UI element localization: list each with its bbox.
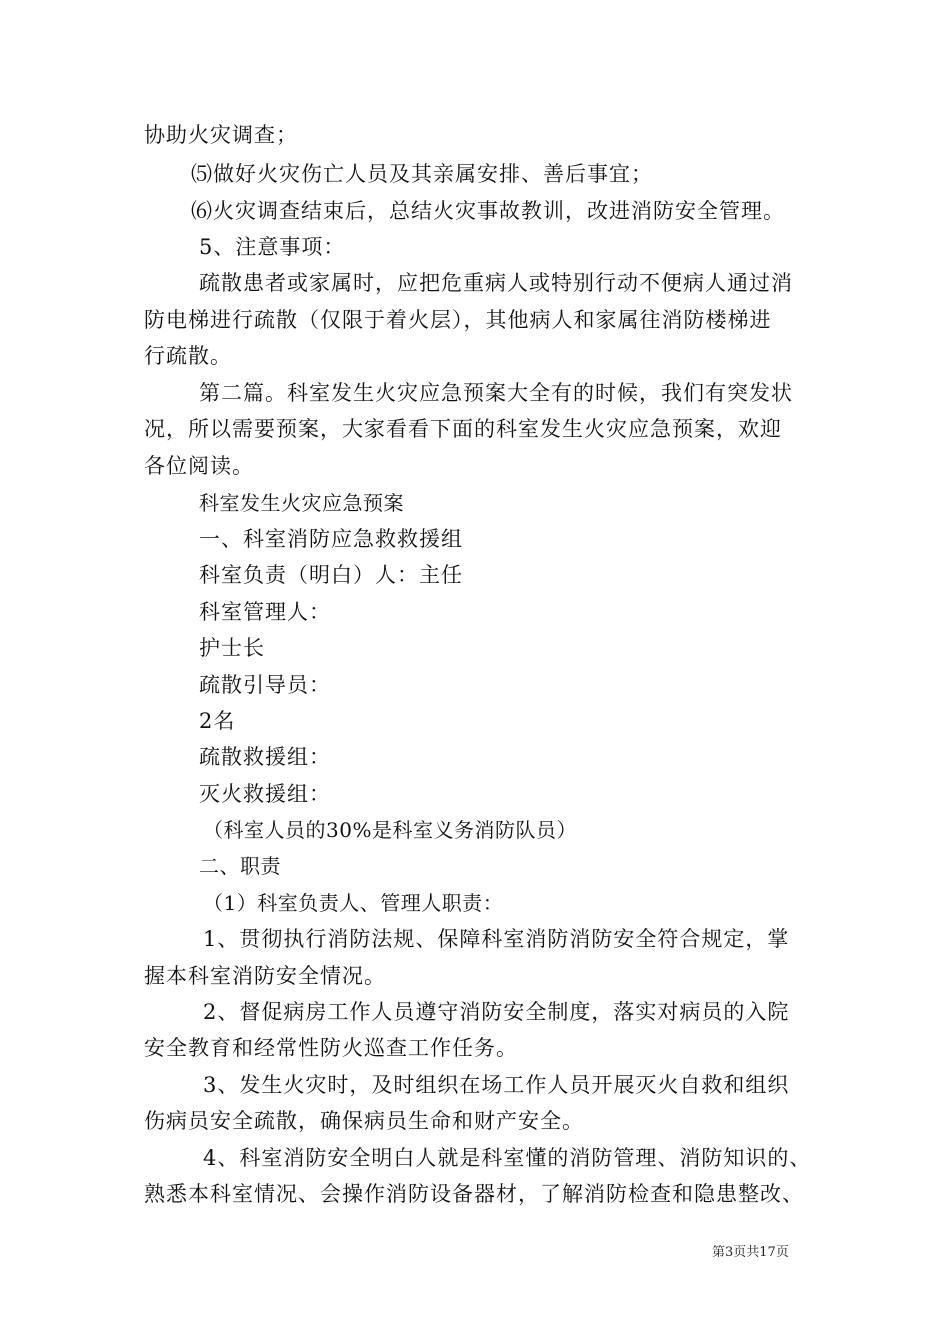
- text-line: 2、督促病房工作人员遵守消防安全制度，落实对病员的入院: [203, 1000, 790, 1024]
- text-line: 疏散救援组：: [199, 745, 331, 769]
- text-line: 伤病员安全疏散，确保病员生命和财产安全。: [144, 1109, 584, 1133]
- text-line: ⑹火灾调查结束后，总结火灾事故教训，改进消防安全管理。: [191, 199, 785, 223]
- text-line: （1）科室负责人、管理人职责：: [203, 891, 504, 915]
- text-line: 1、贯彻执行消防法规、保障科室消防消防安全符合规定，掌: [203, 927, 790, 951]
- text-line: 科室发生火灾应急预案: [199, 491, 404, 515]
- page-number-footer: 第3页共17页: [712, 1245, 789, 1260]
- text-line: 5、注意事项：: [199, 235, 346, 259]
- text-line: 各位阅读。: [144, 454, 254, 478]
- text-line: 安全教育和经常性防火巡查工作任务。: [144, 1036, 518, 1060]
- text-line: 4、科室消防安全明白人就是科室懂的消防管理、消防知识的、: [203, 1146, 812, 1170]
- text-line: ⑸做好火灾伤亡人员及其亲属安排、善后事宜；: [191, 162, 653, 186]
- text-line: 疏散患者或家属时，应把危重病人或特别行动不便病人通过消: [199, 271, 793, 295]
- text-line: 科室管理人：: [199, 600, 331, 624]
- text-line: 一、科室消防应急救救援组: [199, 527, 463, 551]
- text-line: 握本科室消防安全情况。: [144, 964, 386, 988]
- text-line: 熟悉本科室情况、会操作消防设备器材，了解消防检查和隐患整改、: [144, 1182, 804, 1206]
- text-line: 科室负责（明白）人：主任: [199, 563, 463, 587]
- text-line: 况，所以需要预案，大家看看下面的科室发生火灾应急预案，欢迎: [144, 417, 782, 441]
- text-line: （科室人员的30%是科室义务消防队员）: [203, 818, 577, 842]
- text-line: 行疏散。: [144, 344, 232, 368]
- text-line: 护士长: [199, 636, 265, 660]
- text-line: 二、职责: [199, 854, 281, 878]
- text-line: 疏散引导员：: [199, 673, 331, 697]
- text-line: 第二篇。科室发生火灾应急预案大全有的时候，我们有突发状: [199, 381, 793, 405]
- text-line: 2名: [199, 709, 236, 733]
- text-line: 灭火救援组：: [199, 782, 331, 806]
- text-line: 3、发生火灾时，及时组织在场工作人员开展灭火自救和组织: [203, 1073, 790, 1097]
- text-line: 协助火灾调查；: [144, 123, 298, 147]
- text-line: 防电梯进行疏散（仅限于着火层），其他病人和家属往消防楼梯进: [144, 308, 772, 332]
